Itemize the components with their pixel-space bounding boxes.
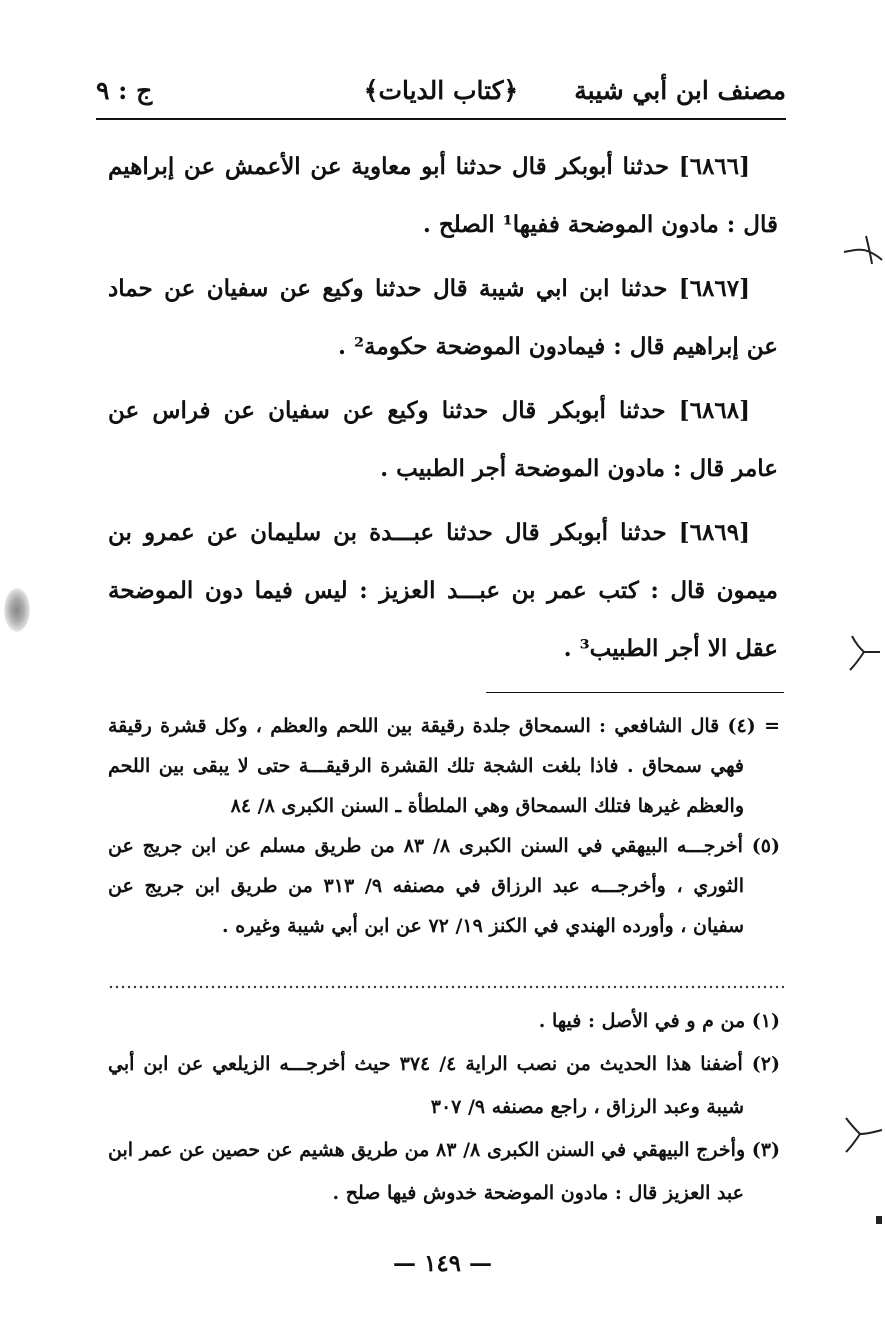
volume-number: ج : ٩ [96, 76, 153, 105]
page-number: — ١٤٩ — [392, 1250, 493, 1277]
margin-mark-icon [840, 1108, 884, 1158]
main-text [108, 138, 778, 684]
margin-mark-icon [840, 230, 884, 270]
wavy-separator [108, 984, 784, 990]
chapter-title: ﴿كتاب الديات﴾ [363, 76, 519, 105]
footnote-1: (١) من م و في الأصل : فيها . [538, 1010, 780, 1032]
footnote-4: = (٤) قال الشافعي : السمحاق جلدة رقيقة بين اللحم والعظم ، وكل قشرة رقيقة فهي سمحاق . فاذا بلغت الشجة تلك القشرة الرقيقـــة حتى لا يبقى بين اللحم والعظم غيرها فتلك السمحاق وهي الملطأة ـ السنن الكبرى ٨/ ٨٤ [108, 715, 780, 817]
footnote-2: (٢) أضفنا هذا الحديث من نصب الراية ٤/ ٣٧٤ حيث أخرجـــه الزيلعي عن ابن أبي شيبة وعبد الرزاق ، راجع مصنفه ٩/ ٣٠٧ [108, 1053, 780, 1118]
hadith-6868: [٦٨٦٨] حدثنا أبوبكر قال حدثنا وكيع عن سفيان عن فراس عن عامر قال : مادون الموضحة أجر الطبيب . [108, 397, 778, 482]
hadith-6867: [٦٨٦٧] حدثنا ابن ابي شيبة قال حدثنا وكيع عن سفيان عن حماد عن إبراهيم قال : فيمادون الموضحة حكومة² . [108, 275, 778, 360]
continued-footnotes [108, 706, 780, 946]
footnote-5: (٥) أخرجـــه البيهقي في السنن الكبرى ٨/ ٨٣ من طريق مسلم عن ابن جريج عن الثوري ، وأخرجـــه عبد الرزاق في مصنفه ٩/ ٣١٣ من طريق ابن جريج عن سفيان ، وأورده الهندي في الكنز ١٩/ ٧٢ عن ابن أبي شيبة وغيره . [108, 835, 780, 937]
margin-mark-icon [846, 630, 882, 680]
hadith-6869: [٦٨٦٩] حدثنا أبوبكر قال حدثنا عبـــدة بن سليمان عن عمرو بن ميمون قال : كتب عمر بن عبـــد العزيز : ليس فيما دون الموضحة عقل الا أجر الطبيب³ . [108, 519, 778, 662]
header-rule [96, 118, 786, 120]
edge-mark [876, 1216, 882, 1224]
footnote-3: (٣) وأخرج البيهقي في السنن الكبرى ٨/ ٨٣ من طريق هشيم عن حصين عن عمر ابن عبد العزيز قال : مادون الموضحة خدوش فيها صلح . [108, 1139, 781, 1204]
page-footnotes [108, 1000, 780, 1215]
hadith-6866: [٦٨٦٦] حدثنا أبوبكر قال حدثنا أبو معاوية عن الأعمش عن إبراهيم قال : مادون الموضحة ففيها¹ الصلح . [108, 153, 778, 238]
footnote-separator [486, 692, 784, 693]
book-title: مصنف ابن أبي شيبة [574, 76, 786, 105]
ink-smudge [4, 588, 30, 632]
running-header [96, 70, 786, 116]
